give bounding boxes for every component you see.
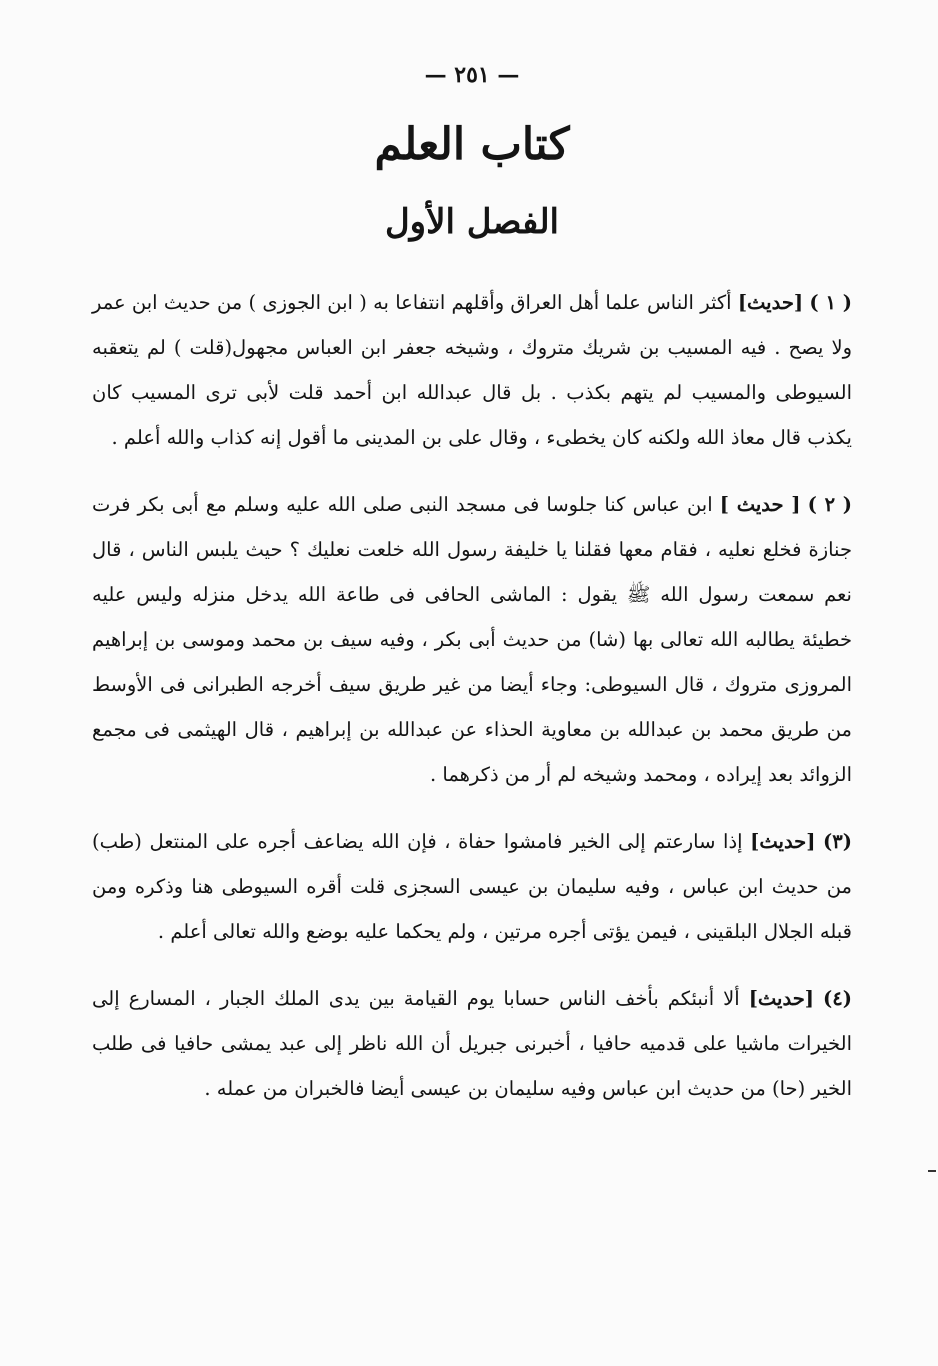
hadith-number: ( ٢ ) bbox=[807, 493, 853, 516]
hadith-tag: [حديث] bbox=[750, 830, 816, 853]
hadith-text: ألا أنبئكم بأخف الناس حسابا يوم القيامة بين يدى الملك الجبار ، المسارع إلى الخيرات ماشيا على قدميه حافيا ، أخبرنى جبريل أن الله ناظر إلى عبد يمشى حافيا فى طلب الخير (حا) من حديث ابن عباس وفيه سليمان بن عيسى أيضا فالخبران من عمله . bbox=[92, 987, 852, 1100]
hadith-number: (٤) bbox=[823, 987, 852, 1010]
hadith-paragraph-2 bbox=[92, 482, 852, 797]
hadith-text: أكثر الناس علما أهل العراق وأقلهم انتفاعا به ( ابن الجوزى ) من حديث ابن عمر ولا يصح . فيه المسيب بن شريك متروك ، وشيخه جعفر ابن العباس مجهول(قلت ) لم يتعقبه السيوطى والمسيب لم يتهم بكذب . بل قال عبدالله ابن أحمد قلت لأبى ترى المسيب كان يكذب قال معاذ الله ولكنه كان يخطىء ، وقال على بن المدينى ما أقول إنه كذاب والله أعلم . bbox=[92, 291, 852, 449]
hadith-tag: [ حديث ] bbox=[719, 493, 801, 516]
hadith-paragraph-1 bbox=[92, 280, 852, 460]
hadith-paragraph-3 bbox=[92, 819, 852, 954]
hadith-tag: [حديث] bbox=[748, 987, 815, 1010]
book-title: كتاب العلم bbox=[374, 119, 570, 170]
hadith-paragraph-4 bbox=[92, 976, 852, 1111]
scan-edge-mark bbox=[928, 1170, 936, 1172]
hadith-tag: [حديث] bbox=[737, 291, 804, 314]
page-number: — ٢٥١ — bbox=[424, 62, 520, 88]
chapter-title: الفصل الأول bbox=[384, 202, 560, 242]
hadith-number: (٣) bbox=[823, 830, 852, 853]
hadith-text: إذا سارعتم إلى الخير فامشوا حفاة ، فإن الله يضاعف أجره على المنتعل (طب) من حديث ابن عباس ، وفيه سليمان بن عيسى السجزى قلت أقره السيوطى هنا وذكره ومن قبله الجلال البلقينى ، فيمن يؤتى أجره مرتين ، ولم يحكما عليه بوضع والله تعالى أعلم . bbox=[92, 830, 852, 943]
hadith-number: ( ١ ) bbox=[809, 291, 852, 314]
hadith-text: ابن عباس كنا جلوسا فى مسجد النبى صلى الله عليه وسلم مع أبى بكر فرت جنازة فخلع نعليه ، فقام معها فقلنا يا خليفة رسول الله خلعت نعليك ؟ حيث يلبس الناس ، قال نعم سمعت رسول الله ﷺ يقول : الماشى الحافى فى طاعة الله يدخل منزله وليس عليه خطيئة يطالبه الله تعالى بها (شا) من حديث أبى بكر ، وفيه سيف بن محمد وموسى بن إبراهيم المروزى متروك ، قال السيوطى: وجاء أيضا من غير طريق سيف أخرجه الطبرانى فى الأوسط من طريق محمد بن عبدالله بن معاوية الحذاء عن عبدالله بن إبراهيم ، قال الهيثمى فى مجمع الزوائد بعد إيراده ، ومحمد وشيخه لم أر من ذكرهما . bbox=[92, 493, 852, 786]
